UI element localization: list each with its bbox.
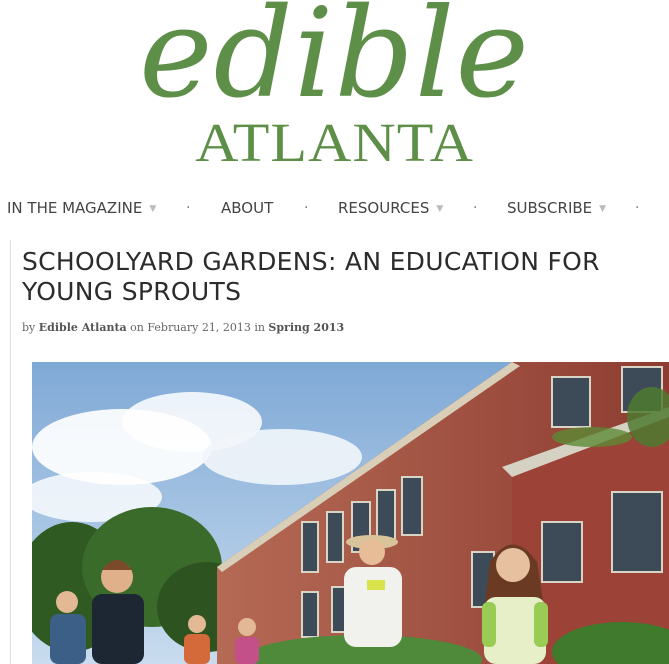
meta-by: by bbox=[22, 321, 36, 334]
nav-separator: · bbox=[304, 200, 309, 216]
post-category-link[interactable]: Spring 2013 bbox=[268, 321, 345, 334]
post-meta bbox=[22, 321, 344, 334]
logo-edible-text: edible bbox=[139, 0, 530, 126]
logo-atlanta-text: ATLANTA bbox=[195, 112, 474, 173]
hero-image bbox=[32, 362, 669, 664]
meta-on: on bbox=[130, 321, 144, 334]
site-logo[interactable] bbox=[0, 0, 669, 180]
nav-label: RESOURCES bbox=[338, 199, 430, 217]
nav-separator: · bbox=[473, 200, 478, 216]
nav-item-resources[interactable] bbox=[338, 197, 443, 220]
nav-item-subscribe[interactable] bbox=[507, 197, 606, 220]
nav-label: SUBSCRIBE bbox=[507, 199, 593, 217]
post-author-link[interactable]: Edible Atlanta bbox=[38, 321, 127, 334]
nav-label: ABOUT bbox=[221, 199, 274, 217]
schoolyard-garden-photo bbox=[32, 362, 669, 664]
nav-item-about[interactable] bbox=[221, 197, 273, 219]
nav-item-in-the-magazine[interactable] bbox=[7, 197, 156, 220]
chevron-down-icon: ▼ bbox=[436, 203, 444, 214]
chevron-down-icon: ▼ bbox=[599, 203, 607, 214]
main-navigation bbox=[0, 197, 669, 221]
nav-label: IN THE MAGAZINE bbox=[7, 199, 143, 217]
nav-separator: · bbox=[635, 200, 640, 216]
content-divider bbox=[10, 240, 11, 664]
nav-separator: · bbox=[186, 200, 191, 216]
meta-in: in bbox=[254, 321, 265, 334]
post-title[interactable]: SCHOOLYARD GARDENS: AN EDUCATION FOR YOUNG SPROUTS bbox=[22, 247, 600, 306]
post-date: February 21, 2013 bbox=[147, 321, 251, 334]
chevron-down-icon: ▼ bbox=[149, 203, 157, 214]
